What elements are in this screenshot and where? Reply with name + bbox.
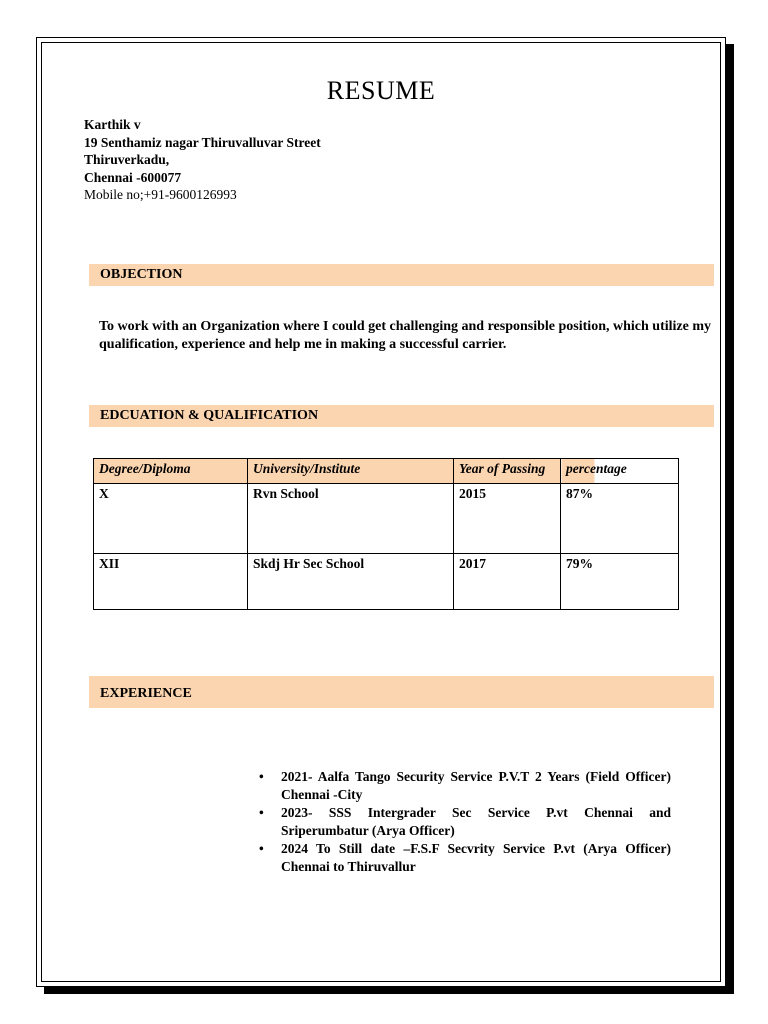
cell-degree: XII <box>94 554 248 610</box>
education-heading: EDCUATION & QUALIFICATION <box>100 408 319 423</box>
list-item <box>259 840 671 876</box>
column-header-degree: Degree/Diploma <box>94 459 248 484</box>
document-title: RESUME <box>326 76 436 105</box>
objective-heading: OBJECTION <box>100 267 183 282</box>
bullet-icon: • <box>259 769 264 784</box>
experience-item-text: 2023- SSS Intergrader Sec Service P.vt Chennai and Sriperumbatur (Arya Officer) <box>281 805 671 838</box>
cell-percentage: 79% <box>561 554 679 610</box>
address-line-2: Thiruverkadu, <box>84 152 170 167</box>
resume-page <box>36 37 726 987</box>
list-item <box>259 768 671 804</box>
list-item <box>259 804 671 840</box>
experience-heading-bar <box>89 676 714 708</box>
cell-institute: Rvn School <box>248 484 454 554</box>
cell-percentage: 87% <box>561 484 679 554</box>
column-header-percentage: percentage <box>561 459 679 484</box>
cell-degree: X <box>94 484 248 554</box>
cell-year: 2017 <box>454 554 561 610</box>
education-heading-bar <box>89 405 714 427</box>
bullet-icon: • <box>259 841 264 856</box>
mobile-number: Mobile no;+91-9600126993 <box>84 187 237 202</box>
column-header-year: Year of Passing <box>454 459 561 484</box>
objective-text: To work with an Organization where I could get challenging and responsible position, which utilize my qualification, experience and help me in making a successful carrier. <box>99 319 711 352</box>
education-table <box>93 458 679 610</box>
table-row <box>94 484 679 554</box>
table-row <box>94 554 679 610</box>
cell-institute: Skdj Hr Sec School <box>248 554 454 610</box>
experience-item-text: 2024 To Still date –F.S.F Secvrity Service P.vt (Arya Officer) Chennai to Thiruvallur <box>281 841 671 874</box>
column-header-institute: University/Institute <box>248 459 454 484</box>
address-line-3: Chennai -600077 <box>84 169 182 185</box>
address-line-1: 19 Senthamiz nagar Thiruvalluvar Street <box>84 134 321 150</box>
experience-item-text: 2021- Aalfa Tango Security Service P.V.T 2 Years (Field Officer) Chennai -City <box>281 769 671 802</box>
bullet-icon: • <box>259 805 264 820</box>
experience-list <box>259 768 671 876</box>
contact-block <box>84 116 321 204</box>
objective-heading-bar <box>89 264 714 286</box>
table-header-row <box>94 459 679 484</box>
experience-heading: EXPERIENCE <box>100 686 192 701</box>
contact-name: Karthik v <box>84 117 141 132</box>
cell-year: 2015 <box>454 484 561 554</box>
